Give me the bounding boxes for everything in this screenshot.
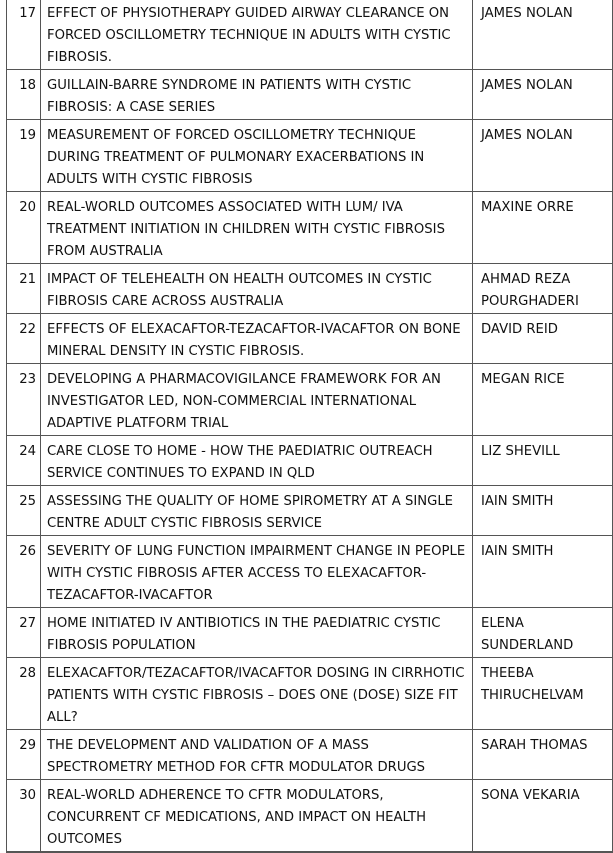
table-row-continuation (7, 852, 613, 853)
table-row (7, 608, 613, 658)
row-number: 17 (7, 0, 41, 70)
abstract-title: DEVELOPING A PHARMACOVIGILANCE FRAMEWORK FOR AN INVESTIGATOR LED, NON-COMMERCIAL INTERNATIONAL ADAPTIVE PLATFORM TRIAL (41, 364, 473, 436)
abstracts-table-body (7, 0, 613, 853)
presenter-name: ELENA SUNDERLAND (473, 608, 613, 658)
table-row (7, 780, 613, 852)
empty-cell (41, 852, 473, 853)
row-number: 30 (7, 780, 41, 852)
abstract-title: IMPACT OF TELEHEALTH ON HEALTH OUTCOMES IN CYSTIC FIBROSIS CARE ACROSS AUSTRALIA (41, 264, 473, 314)
table-row (7, 70, 613, 120)
row-number: 26 (7, 536, 41, 608)
table-row (7, 658, 613, 730)
presenter-name: JAMES NOLAN (473, 70, 613, 120)
table-row (7, 314, 613, 364)
row-number: 20 (7, 192, 41, 264)
table-row (7, 120, 613, 192)
row-number: 24 (7, 436, 41, 486)
table-row (7, 436, 613, 486)
row-number: 22 (7, 314, 41, 364)
empty-cell (473, 852, 613, 853)
presenter-name: JAMES NOLAN (473, 120, 613, 192)
presenter-name: DAVID REID (473, 314, 613, 364)
abstract-title: REAL-WORLD OUTCOMES ASSOCIATED WITH LUM/ IVA TREATMENT INITIATION IN CHILDREN WITH CYSTIC FIBROSIS FROM AUSTRALIA (41, 192, 473, 264)
abstract-title: ELEXACAFTOR/TEZACAFTOR/IVACAFTOR DOSING IN CIRRHOTIC PATIENTS WITH CYSTIC FIBROSIS – DOES ONE (DOSE) SIZE FIT ALL? (41, 658, 473, 730)
abstract-title: THE DEVELOPMENT AND VALIDATION OF A MASS SPECTROMETRY METHOD FOR CFTR MODULATOR DRUGS (41, 730, 473, 780)
presenter-name: MAXINE ORRE (473, 192, 613, 264)
presenter-name: SARAH THOMAS (473, 730, 613, 780)
row-number: 21 (7, 264, 41, 314)
row-number: 18 (7, 70, 41, 120)
empty-cell (7, 852, 41, 853)
presenter-name: THEEBA THIRUCHELVAM (473, 658, 613, 730)
presenter-name: IAIN SMITH (473, 486, 613, 536)
abstract-title: SEVERITY OF LUNG FUNCTION IMPAIRMENT CHANGE IN PEOPLE WITH CYSTIC FIBROSIS AFTER ACCESS TO ELEXACAFTOR-TEZACAFTOR-IVACAFTOR (41, 536, 473, 608)
presenter-name: JAMES NOLAN (473, 0, 613, 70)
row-number: 19 (7, 120, 41, 192)
presenter-name: LIZ SHEVILL (473, 436, 613, 486)
presenter-name: MEGAN RICE (473, 364, 613, 436)
row-number: 25 (7, 486, 41, 536)
row-number: 28 (7, 658, 41, 730)
abstract-title: HOME INITIATED IV ANTIBIOTICS IN THE PAEDIATRIC CYSTIC FIBROSIS POPULATION (41, 608, 473, 658)
row-number: 23 (7, 364, 41, 436)
presenter-name: SONA VEKARIA (473, 780, 613, 852)
abstract-title: CARE CLOSE TO HOME - HOW THE PAEDIATRIC OUTREACH SERVICE CONTINUES TO EXPAND IN QLD (41, 436, 473, 486)
abstract-title: EFFECTS OF ELEXACAFTOR-TEZACAFTOR-IVACAFTOR ON BONE MINERAL DENSITY IN CYSTIC FIBROSIS. (41, 314, 473, 364)
presenter-name: IAIN SMITH (473, 536, 613, 608)
table-row (7, 486, 613, 536)
abstract-title: EFFECT OF PHYSIOTHERAPY GUIDED AIRWAY CLEARANCE ON FORCED OSCILLOMETRY TECHNIQUE IN ADULTS WITH CYSTIC FIBROSIS. (41, 0, 473, 70)
abstracts-table (6, 0, 613, 853)
presenter-name: AHMAD REZA POURGHADERI (473, 264, 613, 314)
table-row (7, 364, 613, 436)
abstract-title: ASSESSING THE QUALITY OF HOME SPIROMETRY AT A SINGLE CENTRE ADULT CYSTIC FIBROSIS SERVICE (41, 486, 473, 536)
table-row (7, 536, 613, 608)
row-number: 29 (7, 730, 41, 780)
table-row (7, 192, 613, 264)
row-number: 27 (7, 608, 41, 658)
table-row (7, 264, 613, 314)
abstract-title: REAL-WORLD ADHERENCE TO CFTR MODULATORS, CONCURRENT CF MEDICATIONS, AND IMPACT ON HEALTH OUTCOMES (41, 780, 473, 852)
table-row (7, 730, 613, 780)
abstract-title: MEASUREMENT OF FORCED OSCILLOMETRY TECHNIQUE DURING TREATMENT OF PULMONARY EXACERBATIONS IN ADULTS WITH CYSTIC FIBROSIS (41, 120, 473, 192)
abstract-title: GUILLAIN-BARRE SYNDROME IN PATIENTS WITH CYSTIC FIBROSIS: A CASE SERIES (41, 70, 473, 120)
table-row (7, 0, 613, 70)
